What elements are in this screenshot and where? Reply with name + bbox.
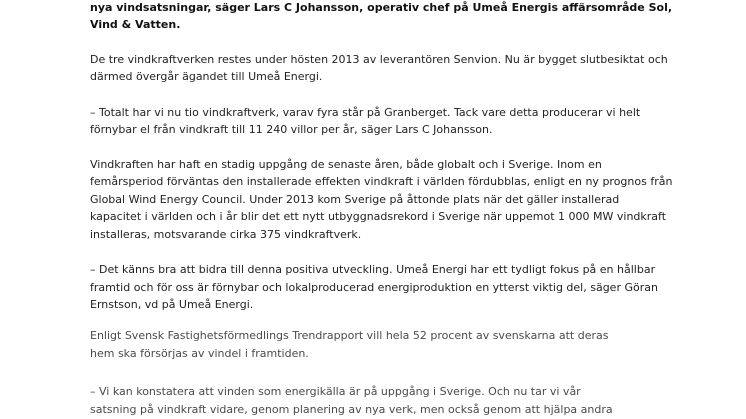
paragraph-5-line-2: hem ska försörjas av vindel i framtiden. xyxy=(90,347,309,360)
paragraph-6-line-2: satsning på vindkraft vidare, genom planering av nya verk, men också genom att hjälpa andra xyxy=(90,403,613,416)
paragraph-3-line-4: kapacitet i världen och i år blir det ett nytt utbyggnadsrekord i Sverige när uppemot 1 000 MW vindkraft xyxy=(90,210,667,223)
paragraph-4-line-1: – Det känns bra att bidra till denna positiva utveckling. Umeå Energi har ett tydligt fokus på en hållbar xyxy=(90,263,656,276)
paragraph-2-line-2: förnybar el från vindkraft till 11 240 villor per år, säger Lars C Johansson. xyxy=(90,123,493,136)
paragraph-1-line-1: De tre vindkraftverken restes under hösten 2013 av leverantören Senvion. Nu är bygget slutbesiktat och xyxy=(90,53,668,66)
paragraph-3-line-2: femårsperiod förväntas den installerade effekten vindkraft i världen fördubblas, enligt en ny prognos från xyxy=(90,175,673,188)
paragraph-3-line-3: Global Wind Energy Council. Under 2013 kom Sverige på åttonde plats när det gäller installerad xyxy=(90,193,620,206)
paragraph-1-line-2: därmed övergår ägandet till Umeå Energi. xyxy=(90,70,323,83)
paragraph-5-line-1: Enligt Svensk Fastighetsförmedlings Trendrapport vill hela 52 procent av svenskarna att deras xyxy=(90,329,609,342)
lead-line-1: nya vindsatsningar, säger Lars C Johansson, operativ chef på Umeå Energis affärsområde Sol, xyxy=(90,1,673,14)
paragraph-3-line-5: installeras, motsvarande cirka 375 vindkraftverk. xyxy=(90,228,362,241)
lead-line-2: Vind & Vatten. xyxy=(90,18,181,31)
paragraph-3-line-1: Vindkraften har haft en stadig uppgång de senaste åren, både globalt och i Sverige. Inom en xyxy=(90,158,602,171)
paragraph-6-line-1: – Vi kan konstatera att vinden som energikälla är på uppgång i Sverige. Och nu tar vi vår xyxy=(90,385,581,398)
paragraph-4-line-2: framtid och för oss är förnybar och lokalproducerad energiproduktion en ytterst viktig del, säger Göran xyxy=(90,281,658,294)
paragraph-4-line-3: Ernstson, vd på Umeå Energi. xyxy=(90,298,254,311)
paragraph-2-line-1: – Totalt har vi nu tio vindkraftverk, varav fyra står på Granberget. Tack vare detta producerar vi helt xyxy=(90,106,641,119)
